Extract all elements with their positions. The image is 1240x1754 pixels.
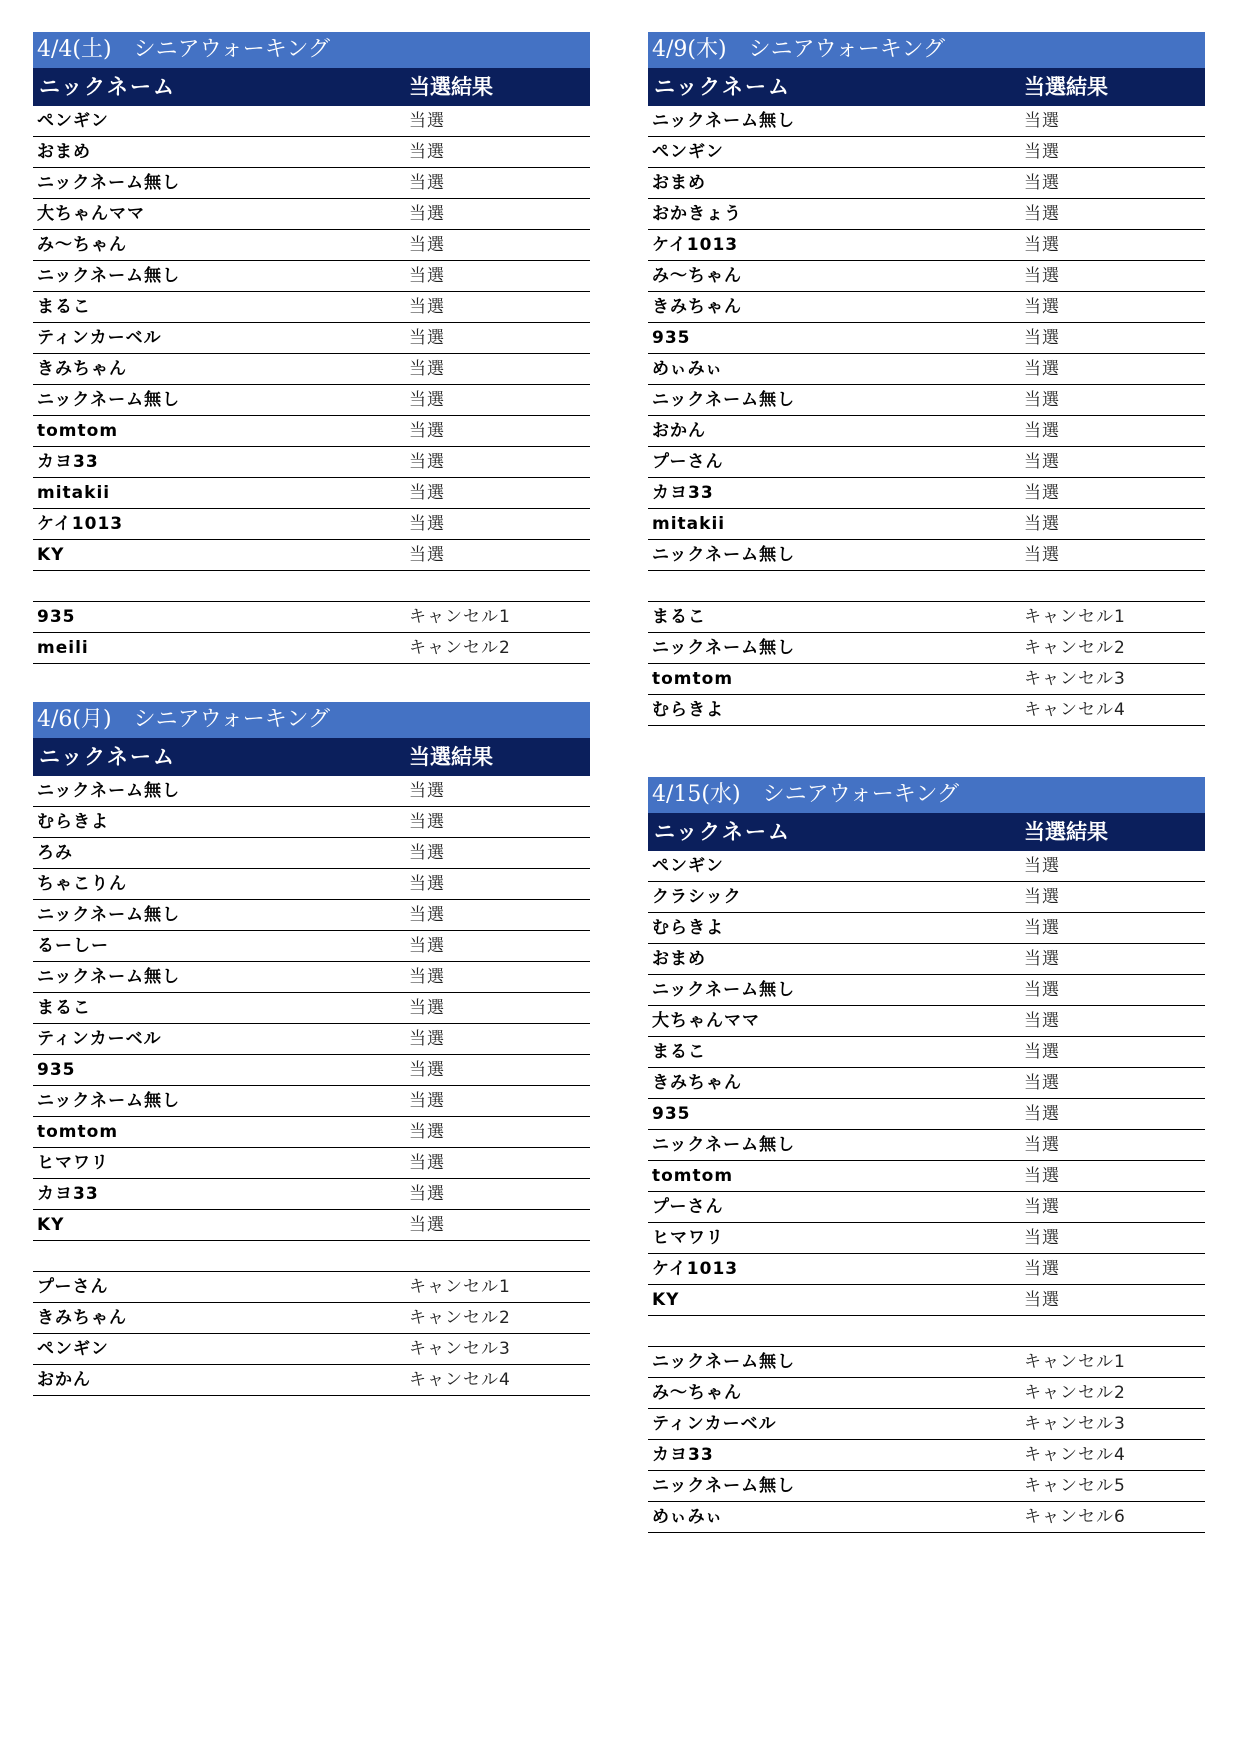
- nickname-cell: むらきよ: [37, 812, 109, 832]
- result-cell: キャンセル2: [1024, 638, 1126, 658]
- table-row: [648, 602, 1205, 633]
- table-row: [33, 478, 590, 509]
- table-row: [33, 1272, 590, 1303]
- nickname-cell: まるこ: [652, 607, 706, 627]
- table-row: [33, 509, 590, 540]
- result-cell: 当選: [1024, 390, 1060, 410]
- result-cell: 当選: [1024, 1290, 1060, 1310]
- table-header: [648, 68, 1205, 106]
- nickname-cell: mitakii: [37, 483, 111, 503]
- table-row: [648, 168, 1205, 199]
- table-row: [648, 1471, 1205, 1502]
- result-cell: 当選: [409, 905, 445, 925]
- nickname-cell: ペンギン: [652, 142, 724, 162]
- nickname-cell: み〜ちゃん: [652, 1383, 742, 1403]
- result-cell: キャンセル6: [1024, 1507, 1126, 1527]
- header-nickname: ニックネーム: [39, 745, 176, 769]
- result-cell: キャンセル4: [1024, 1445, 1126, 1465]
- nickname-cell: きみちゃん: [37, 359, 127, 379]
- nickname-cell: KY: [37, 545, 65, 565]
- nickname-cell: ニックネーム無し: [37, 266, 181, 286]
- blank-row: [33, 571, 590, 602]
- nickname-cell: むらきよ: [652, 700, 724, 720]
- result-cell: 当選: [1024, 980, 1060, 1000]
- result-cell: 当選: [1024, 204, 1060, 224]
- table-body: [648, 851, 1205, 1533]
- table-row: [648, 1130, 1205, 1161]
- result-cell: 当選: [409, 1091, 445, 1111]
- result-cell: キャンセル1: [1024, 607, 1126, 627]
- nickname-cell: tomtom: [652, 1166, 734, 1186]
- table-row: [648, 199, 1205, 230]
- table-row: [33, 1024, 590, 1055]
- table-row: [33, 1055, 590, 1086]
- result-cell: 当選: [409, 874, 445, 894]
- result-cell: キャンセル3: [1024, 1414, 1126, 1434]
- nickname-cell: ティンカーベル: [37, 328, 162, 348]
- result-cell: キャンセル1: [409, 1277, 511, 1297]
- table-body: [33, 106, 590, 664]
- nickname-cell: むらきよ: [652, 918, 724, 938]
- result-cell: 当選: [409, 204, 445, 224]
- result-cell: キャンセル2: [1024, 1383, 1126, 1403]
- nickname-cell: まるこ: [37, 297, 91, 317]
- result-cell: 当選: [1024, 328, 1060, 348]
- result-cell: 当選: [409, 514, 445, 534]
- nickname-cell: めぃみぃ: [652, 1507, 724, 1527]
- blank-row: [648, 571, 1205, 602]
- result-cell: キャンセル4: [1024, 700, 1126, 720]
- table-row: [648, 1378, 1205, 1409]
- nickname-cell: ヒマワリ: [37, 1153, 109, 1173]
- lottery-table-0409: [648, 32, 1205, 726]
- table-row: [33, 993, 590, 1024]
- result-cell: 当選: [1024, 1073, 1060, 1093]
- table-title: 4/4(土) シニアウォーキング: [33, 32, 590, 68]
- result-cell: 当選: [409, 998, 445, 1018]
- table-row: [33, 602, 590, 633]
- nickname-cell: み〜ちゃん: [37, 235, 127, 255]
- nickname-cell: まるこ: [37, 998, 91, 1018]
- nickname-cell: きみちゃん: [37, 1308, 127, 1328]
- table-row: [648, 292, 1205, 323]
- nickname-cell: ニックネーム無し: [37, 967, 181, 987]
- nickname-cell: おかん: [37, 1370, 91, 1390]
- result-cell: 当選: [409, 1060, 445, 1080]
- table-row: [33, 962, 590, 993]
- table-row: [648, 944, 1205, 975]
- nickname-cell: 935: [37, 1060, 76, 1080]
- table-body: [33, 776, 590, 1396]
- table-row: [648, 695, 1205, 726]
- result-cell: 当選: [409, 235, 445, 255]
- header-nickname: ニックネーム: [654, 820, 791, 844]
- table-title: 4/15(水) シニアウォーキング: [648, 777, 1205, 813]
- result-cell: 当選: [1024, 111, 1060, 131]
- header-result: 当選結果: [1024, 75, 1108, 99]
- table-row: [33, 838, 590, 869]
- result-cell: 当選: [409, 967, 445, 987]
- table-header: [33, 68, 590, 106]
- result-cell: キャンセル3: [1024, 669, 1126, 689]
- table-row: [648, 478, 1205, 509]
- result-cell: 当選: [1024, 266, 1060, 286]
- result-cell: 当選: [1024, 421, 1060, 441]
- nickname-cell: ニックネーム無し: [37, 173, 181, 193]
- table-row: [33, 540, 590, 571]
- result-cell: 当選: [409, 1122, 445, 1142]
- nickname-cell: ペンギン: [652, 856, 724, 876]
- table-row: [33, 199, 590, 230]
- result-cell: 当選: [409, 359, 445, 379]
- nickname-cell: ニックネーム無し: [37, 1091, 181, 1111]
- result-cell: 当選: [409, 545, 445, 565]
- nickname-cell: ニックネーム無し: [37, 390, 181, 410]
- result-cell: 当選: [409, 390, 445, 410]
- result-cell: キャンセル5: [1024, 1476, 1126, 1496]
- table-row: [648, 354, 1205, 385]
- result-cell: 当選: [409, 328, 445, 348]
- nickname-cell: ペンギン: [37, 1339, 109, 1359]
- nickname-cell: ニックネーム無し: [37, 905, 181, 925]
- nickname-cell: 大ちゃんママ: [652, 1011, 760, 1031]
- nickname-cell: meili: [37, 638, 89, 658]
- result-cell: 当選: [409, 781, 445, 801]
- result-cell: 当選: [1024, 887, 1060, 907]
- result-cell: 当選: [1024, 1042, 1060, 1062]
- table-row: [33, 106, 590, 137]
- table-row: [33, 416, 590, 447]
- table-title: 4/9(木) シニアウォーキング: [648, 32, 1205, 68]
- table-row: [33, 447, 590, 478]
- table-row: [648, 106, 1205, 137]
- result-cell: 当選: [1024, 1197, 1060, 1217]
- lottery-table-0415: [648, 777, 1205, 1533]
- nickname-cell: ティンカーベル: [652, 1414, 777, 1434]
- table-row: [648, 1440, 1205, 1471]
- nickname-cell: 935: [652, 328, 691, 348]
- nickname-cell: tomtom: [652, 669, 734, 689]
- table-row: [33, 633, 590, 664]
- result-cell: 当選: [1024, 359, 1060, 379]
- lottery-table-0404: [33, 32, 590, 664]
- table-row: [33, 900, 590, 931]
- nickname-cell: プーさん: [652, 452, 724, 472]
- nickname-cell: カヨ33: [37, 1184, 99, 1204]
- result-cell: 当選: [409, 1153, 445, 1173]
- result-cell: 当選: [409, 452, 445, 472]
- result-cell: 当選: [409, 812, 445, 832]
- result-cell: 当選: [409, 111, 445, 131]
- result-cell: 当選: [1024, 949, 1060, 969]
- nickname-cell: プーさん: [37, 1277, 109, 1297]
- result-cell: 当選: [409, 1029, 445, 1049]
- nickname-cell: カヨ33: [652, 1445, 714, 1465]
- nickname-cell: ニックネーム無し: [37, 781, 181, 801]
- nickname-cell: ケイ1013: [652, 235, 739, 255]
- table-row: [648, 1037, 1205, 1068]
- header-nickname: ニックネーム: [39, 75, 176, 99]
- nickname-cell: 935: [37, 607, 76, 627]
- nickname-cell: mitakii: [652, 514, 726, 534]
- result-cell: 当選: [1024, 1166, 1060, 1186]
- nickname-cell: ケイ1013: [37, 514, 124, 534]
- nickname-cell: プーさん: [652, 1197, 724, 1217]
- result-cell: 当選: [409, 1215, 445, 1235]
- nickname-cell: おまめ: [652, 173, 706, 193]
- table-row: [648, 913, 1205, 944]
- result-cell: 当選: [1024, 1011, 1060, 1031]
- table-row: [648, 664, 1205, 695]
- table-title: 4/6(月) シニアウォーキング: [33, 702, 590, 738]
- table-row: [33, 385, 590, 416]
- result-cell: 当選: [1024, 1228, 1060, 1248]
- table-row: [648, 385, 1205, 416]
- table-row: [648, 323, 1205, 354]
- table-row: [648, 975, 1205, 1006]
- table-row: [33, 931, 590, 962]
- result-cell: 当選: [1024, 1104, 1060, 1124]
- nickname-cell: 935: [652, 1104, 691, 1124]
- nickname-cell: tomtom: [37, 421, 119, 441]
- table-row: [648, 261, 1205, 292]
- nickname-cell: 大ちゃんママ: [37, 204, 145, 224]
- nickname-cell: ティンカーベル: [37, 1029, 162, 1049]
- nickname-cell: ニックネーム無し: [652, 638, 796, 658]
- table-row: [33, 1365, 590, 1396]
- table-row: [648, 230, 1205, 261]
- result-cell: 当選: [1024, 514, 1060, 534]
- nickname-cell: ニックネーム無し: [652, 111, 796, 131]
- result-cell: 当選: [1024, 483, 1060, 503]
- nickname-cell: めぃみぃ: [652, 359, 724, 379]
- table-row: [648, 509, 1205, 540]
- nickname-cell: ケイ1013: [652, 1259, 739, 1279]
- nickname-cell: カヨ33: [652, 483, 714, 503]
- header-result: 当選結果: [409, 745, 493, 769]
- table-row: [33, 230, 590, 261]
- result-cell: 当選: [1024, 173, 1060, 193]
- result-cell: 当選: [409, 173, 445, 193]
- table-header: [648, 813, 1205, 851]
- nickname-cell: おまめ: [652, 949, 706, 969]
- nickname-cell: ニックネーム無し: [652, 390, 796, 410]
- nickname-cell: クラシック: [652, 887, 742, 907]
- table-row: [33, 1210, 590, 1241]
- table-row: [648, 1223, 1205, 1254]
- table-row: [648, 1285, 1205, 1316]
- table-row: [648, 1161, 1205, 1192]
- nickname-cell: ニックネーム無し: [652, 1352, 796, 1372]
- result-cell: キャンセル4: [409, 1370, 511, 1390]
- table-row: [648, 1409, 1205, 1440]
- table-row: [33, 1303, 590, 1334]
- nickname-cell: ヒマワリ: [652, 1228, 724, 1248]
- nickname-cell: み〜ちゃん: [652, 266, 742, 286]
- nickname-cell: ペンギン: [37, 111, 109, 131]
- table-row: [33, 1334, 590, 1365]
- table-row: [648, 851, 1205, 882]
- header-result: 当選結果: [1024, 820, 1108, 844]
- result-cell: 当選: [409, 483, 445, 503]
- result-cell: 当選: [1024, 235, 1060, 255]
- result-cell: 当選: [1024, 1259, 1060, 1279]
- result-cell: 当選: [1024, 1135, 1060, 1155]
- result-cell: 当選: [1024, 856, 1060, 876]
- nickname-cell: ちゃこりん: [37, 874, 127, 894]
- table-row: [648, 416, 1205, 447]
- table-row: [648, 1254, 1205, 1285]
- result-cell: キャンセル2: [409, 638, 511, 658]
- nickname-cell: おかん: [652, 421, 706, 441]
- table-row: [648, 1099, 1205, 1130]
- nickname-cell: ニックネーム無し: [652, 1135, 796, 1155]
- header-nickname: ニックネーム: [654, 75, 791, 99]
- table-row: [33, 168, 590, 199]
- table-row: [33, 137, 590, 168]
- result-cell: 当選: [409, 1184, 445, 1204]
- nickname-cell: きみちゃん: [652, 1073, 742, 1093]
- nickname-cell: tomtom: [37, 1122, 119, 1142]
- result-cell: 当選: [409, 421, 445, 441]
- table-row: [648, 1347, 1205, 1378]
- result-cell: キャンセル1: [409, 607, 511, 627]
- nickname-cell: KY: [37, 1215, 65, 1235]
- table-row: [33, 807, 590, 838]
- nickname-cell: ニックネーム無し: [652, 545, 796, 565]
- result-cell: 当選: [409, 843, 445, 863]
- table-row: [33, 869, 590, 900]
- nickname-cell: カヨ33: [37, 452, 99, 472]
- result-cell: 当選: [409, 297, 445, 317]
- table-row: [33, 1117, 590, 1148]
- table-header: [33, 738, 590, 776]
- table-row: [648, 1068, 1205, 1099]
- nickname-cell: きみちゃん: [652, 297, 742, 317]
- table-row: [33, 1179, 590, 1210]
- result-cell: 当選: [1024, 545, 1060, 565]
- table-row: [648, 1502, 1205, 1533]
- nickname-cell: KY: [652, 1290, 680, 1310]
- nickname-cell: るーしー: [37, 936, 109, 956]
- table-row: [648, 882, 1205, 913]
- table-row: [33, 776, 590, 807]
- lottery-table-0406: [33, 702, 590, 1396]
- table-row: [648, 1192, 1205, 1223]
- table-row: [648, 137, 1205, 168]
- table-row: [33, 292, 590, 323]
- nickname-cell: まるこ: [652, 1042, 706, 1062]
- blank-row: [33, 1241, 590, 1272]
- table-row: [33, 261, 590, 292]
- table-row: [33, 323, 590, 354]
- nickname-cell: おかきょう: [652, 204, 742, 224]
- nickname-cell: ろみ: [37, 843, 73, 863]
- result-cell: 当選: [1024, 918, 1060, 938]
- blank-row: [648, 1316, 1205, 1347]
- table-row: [33, 354, 590, 385]
- result-cell: 当選: [409, 142, 445, 162]
- result-cell: 当選: [1024, 452, 1060, 472]
- result-cell: 当選: [1024, 142, 1060, 162]
- table-body: [648, 106, 1205, 726]
- table-row: [33, 1086, 590, 1117]
- table-row: [648, 447, 1205, 478]
- nickname-cell: おまめ: [37, 142, 91, 162]
- result-cell: 当選: [409, 936, 445, 956]
- nickname-cell: ニックネーム無し: [652, 1476, 796, 1496]
- result-cell: キャンセル2: [409, 1308, 511, 1328]
- result-cell: キャンセル1: [1024, 1352, 1126, 1372]
- header-result: 当選結果: [409, 75, 493, 99]
- nickname-cell: ニックネーム無し: [652, 980, 796, 1000]
- table-row: [648, 633, 1205, 664]
- result-cell: キャンセル3: [409, 1339, 511, 1359]
- table-row: [648, 1006, 1205, 1037]
- result-cell: 当選: [1024, 297, 1060, 317]
- table-row: [648, 540, 1205, 571]
- table-row: [33, 1148, 590, 1179]
- result-cell: 当選: [409, 266, 445, 286]
